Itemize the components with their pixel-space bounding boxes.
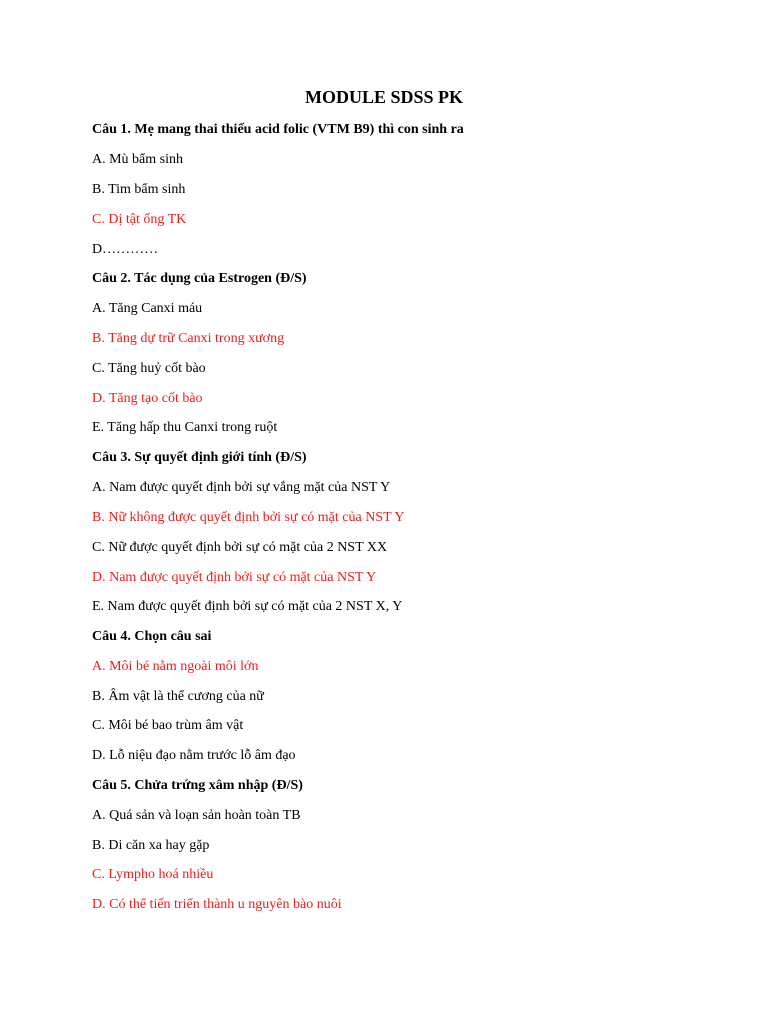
page-title: MODULE SDSS PK [304,87,464,107]
question-4-option-a: A. Môi bé nằm ngoài môi lớn [92,659,259,674]
question-2-option-d: D. Tăng tạo cốt bào [92,391,203,406]
question-2-label: Câu 2. Tác dụng của Estrogen (Đ/S) [92,271,307,286]
question-1-option-c: C. Dị tật ống TK [92,212,187,227]
question-4-option-b: B. Âm vật là thể cương của nữ [92,689,264,704]
question-1-label: Câu 1. Mẹ mang thai thiếu acid folic (VTM B9) thì con sinh ra [92,122,464,137]
question-5-option-d: D. Có thể tiến triển thành u nguyên bào nuôi [92,897,342,912]
question-3-option-d: D. Nam được quyết định bởi sự có mặt của NST Y [92,570,377,585]
question-4-label: Câu 4. Chọn câu sai [92,629,212,644]
question-3-option-e: E. Nam được quyết định bởi sự có mặt của 2 NST X, Y [92,599,403,614]
question-1-option-a: A. Mù bẩm sinh [92,152,183,167]
question-3-option-c: C. Nữ được quyết định bởi sự có mặt của 2 NST XX [92,540,388,555]
question-1-option-d: D………… [92,242,159,257]
question-5-option-a: A. Quá sản và loạn sản hoàn toàn TB [92,808,301,823]
question-3-option-b: B. Nữ không được quyết định bởi sự có mặt của NST Y [92,510,405,525]
question-2-option-e: E. Tăng hấp thu Canxi trong ruột [92,420,278,435]
question-3-label: Câu 3. Sự quyết định giới tính (Đ/S) [92,450,307,465]
question-4-option-d: D. Lỗ niệu đạo nằm trước lỗ âm đạo [92,748,296,763]
question-5-label: Câu 5. Chửa trứng xâm nhập (Đ/S) [92,778,303,793]
question-2-option-b: B. Tăng dự trữ Canxi trong xương [92,331,285,346]
question-3-option-a: A. Nam được quyết định bởi sự vắng mặt của NST Y [92,480,391,495]
question-2-option-a: A. Tăng Canxi máu [92,301,203,316]
question-1-option-b: B. Tim bẩm sinh [92,182,186,197]
question-4-option-c: C. Môi bé bao trùm âm vật [92,718,244,733]
question-5-option-c: C. Lympho hoá nhiều [92,867,214,882]
question-5-option-b: B. Di căn xa hay gặp [92,838,210,853]
question-2-option-c: C. Tăng huỷ cốt bào [92,361,206,376]
